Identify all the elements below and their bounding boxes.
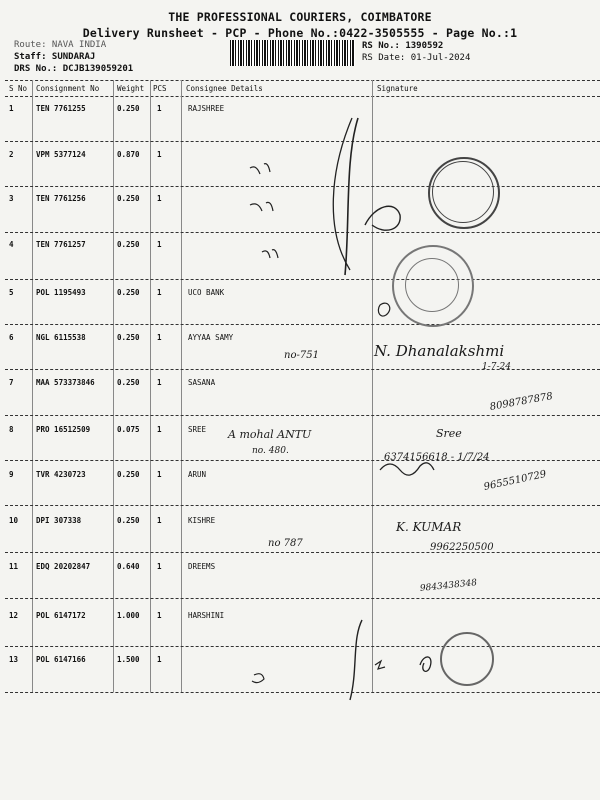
row-8-pcs: 1 bbox=[157, 425, 162, 434]
row-3-consignment: TEN 7761256 bbox=[36, 194, 86, 203]
row-2-consignment: VPM 5377124 bbox=[36, 150, 86, 159]
row-6-consignee: AYYAA SAMY bbox=[188, 333, 234, 342]
row-7-weight: 0.250 bbox=[117, 378, 140, 387]
handwritten-note: no-751 bbox=[284, 350, 319, 361]
row-12-consignee: HARSHINI bbox=[188, 611, 225, 620]
row-12-consignment: POL 6147172 bbox=[36, 611, 86, 620]
row-9-consignee: ARUN bbox=[188, 470, 207, 479]
row-11-pcs: 1 bbox=[157, 562, 162, 571]
row-13-consignment: POL 6147166 bbox=[36, 655, 86, 664]
runsheet-title: THE PROFESSIONAL COURIERS, COIMBATORE bbox=[168, 10, 432, 24]
col-consignment-header: Consignment No bbox=[36, 84, 100, 93]
row-7-pcs: 1 bbox=[157, 378, 162, 387]
row-3-weight: 0.250 bbox=[117, 194, 140, 203]
col-weight-header: Weight bbox=[117, 84, 145, 93]
row-5-consignee: UCO BANK bbox=[188, 288, 225, 297]
staff-label: Staff: SUNDARAJ bbox=[14, 52, 96, 62]
row-1-weight: 0.250 bbox=[117, 104, 140, 113]
drs-number: DRS No.: DCJB139059201 bbox=[14, 64, 134, 74]
row-8-weight: 0.075 bbox=[117, 425, 140, 434]
col-pcs-header: PCS bbox=[153, 84, 167, 93]
row-8-consignee: SREE bbox=[188, 425, 207, 434]
handwritten-signature: Sree bbox=[436, 427, 462, 440]
row-10-sno: 10 bbox=[9, 516, 19, 525]
rs-number: RS No.: 1390592 bbox=[362, 41, 444, 51]
handwritten-phone: 9962250500 bbox=[430, 542, 494, 553]
row-11-sno: 11 bbox=[9, 562, 19, 571]
rs-date: RS Date: 01-Jul-2024 bbox=[362, 53, 471, 63]
handwritten-phone: 8098787878 bbox=[489, 391, 554, 413]
handwritten-phone: 6374156618 - 1/7/24 bbox=[384, 452, 490, 463]
row-12-pcs: 1 bbox=[157, 611, 162, 620]
row-10-consignee: KISHRE bbox=[188, 516, 216, 525]
row-9-pcs: 1 bbox=[157, 470, 162, 479]
col-sno-header: S No bbox=[9, 84, 28, 93]
row-9-sno: 9 bbox=[9, 470, 14, 479]
row-10-consignment: DPI 307338 bbox=[36, 516, 82, 525]
row-2-sno: 2 bbox=[9, 150, 14, 159]
row-1-consignee: RAJSHREE bbox=[188, 104, 225, 113]
row-3-pcs: 1 bbox=[157, 194, 162, 203]
handwritten-note: no. 480. bbox=[252, 446, 289, 456]
row-12-sno: 12 bbox=[9, 611, 19, 620]
handwritten-note: no 787 bbox=[268, 538, 303, 549]
row-7-consignment: MAA 573373846 bbox=[36, 378, 95, 387]
row-7-sno: 7 bbox=[9, 378, 14, 387]
row-6-sno: 6 bbox=[9, 333, 14, 342]
handwritten-note: A mohal ANTU bbox=[228, 428, 312, 441]
handwritten-name: K. KUMAR bbox=[396, 520, 462, 534]
row-10-pcs: 1 bbox=[157, 516, 162, 525]
row-10-weight: 0.250 bbox=[117, 516, 140, 525]
row-2-pcs: 1 bbox=[157, 150, 162, 159]
row-4-weight: 0.250 bbox=[117, 240, 140, 249]
row-6-consignment: NGL 6115538 bbox=[36, 333, 86, 342]
row-1-sno: 1 bbox=[9, 104, 14, 113]
row-6-weight: 0.250 bbox=[117, 333, 140, 342]
row-1-pcs: 1 bbox=[157, 104, 162, 113]
handwritten-phone: 9843438348 bbox=[419, 578, 478, 594]
row-12-weight: 1.000 bbox=[117, 611, 140, 620]
row-11-weight: 0.640 bbox=[117, 562, 140, 571]
row-4-pcs: 1 bbox=[157, 240, 162, 249]
row-3-sno: 3 bbox=[9, 194, 14, 203]
row-2-weight: 0.870 bbox=[117, 150, 140, 159]
row-5-pcs: 1 bbox=[157, 288, 162, 297]
handwritten-date: 1-7-24 bbox=[482, 362, 511, 372]
row-5-consignment: POL 1195493 bbox=[36, 288, 86, 297]
row-5-sno: 5 bbox=[9, 288, 14, 297]
row-11-consignment: EDQ 20202847 bbox=[36, 562, 91, 571]
row-4-sno: 4 bbox=[9, 240, 14, 249]
row-9-consignment: TVR 4230723 bbox=[36, 470, 86, 479]
row-7-consignee: SASANA bbox=[188, 378, 216, 387]
row-5-weight: 0.250 bbox=[117, 288, 140, 297]
route-label: Route: NAVA INDIA bbox=[14, 40, 107, 50]
row-9-weight: 0.250 bbox=[117, 470, 140, 479]
row-4-consignment: TEN 7761257 bbox=[36, 240, 86, 249]
handwritten-signature: N. Dhanalakshmi bbox=[374, 342, 505, 360]
row-1-consignment: TEN 7761255 bbox=[36, 104, 86, 113]
row-8-sno: 8 bbox=[9, 425, 14, 434]
row-11-consignee: DREEMS bbox=[188, 562, 216, 571]
row-13-sno: 13 bbox=[9, 655, 19, 664]
col-signature-header: Signature bbox=[377, 84, 418, 93]
row-13-pcs: 1 bbox=[157, 655, 162, 664]
col-consignee-header: Consignee Details bbox=[186, 84, 263, 93]
runsheet-subtitle: Delivery Runsheet - PCP - Phone No.:0422-3505555 - Page No.:1 bbox=[82, 26, 518, 40]
handwritten-phone: 9655510729 bbox=[482, 468, 548, 493]
row-6-pcs: 1 bbox=[157, 333, 162, 342]
row-13-weight: 1.500 bbox=[117, 655, 140, 664]
row-8-consignment: PRO 16512509 bbox=[36, 425, 91, 434]
